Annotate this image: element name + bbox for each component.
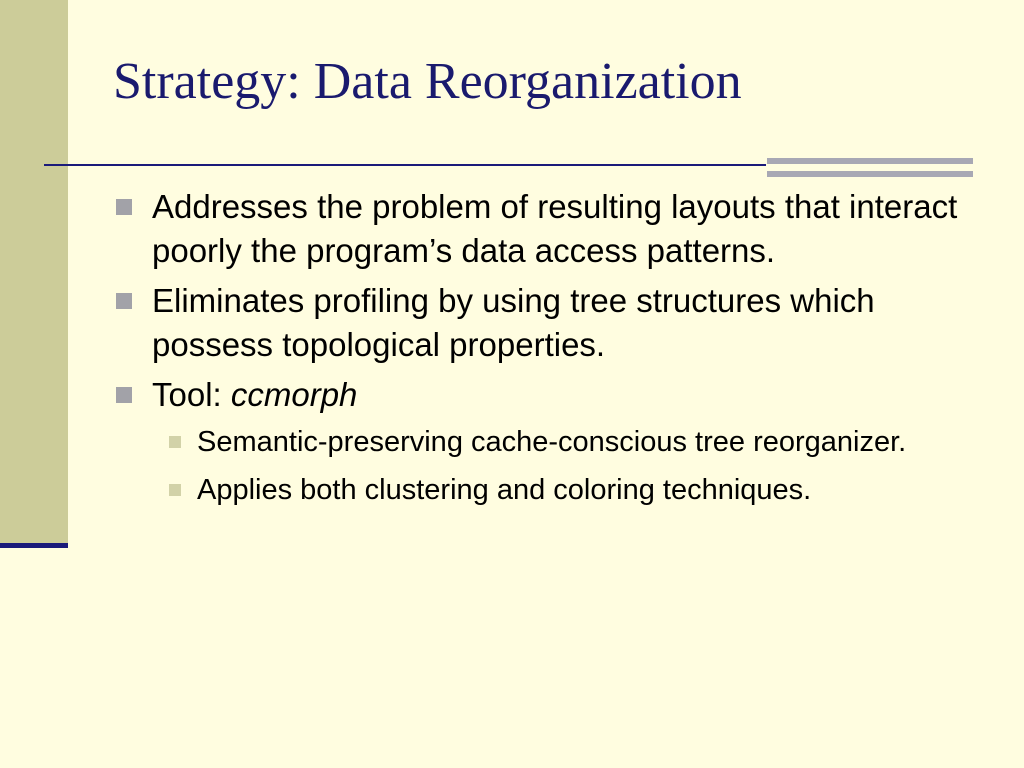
bullet-item-tool — [115, 373, 995, 417]
subbullet-item — [161, 471, 995, 510]
left-decorative-bar — [0, 0, 68, 545]
slide-body — [115, 185, 995, 519]
square-subbullet-icon — [169, 484, 181, 496]
square-bullet-icon — [116, 293, 132, 309]
title-accent-stripes — [767, 158, 973, 178]
tool-label: Tool: — [152, 376, 231, 413]
square-subbullet-icon — [169, 436, 181, 448]
bullet-item — [115, 279, 995, 367]
tool-name: ccmorph — [230, 376, 358, 413]
accent-stripe-bottom — [767, 171, 973, 177]
accent-stripe-top — [767, 158, 973, 164]
bullet-text: Eliminates profiling by using tree structures which possess topological properties. — [152, 282, 875, 363]
left-bar-accent-line — [0, 543, 68, 548]
bullet-text: Addresses the problem of resulting layouts that interact poorly the program’s data access patterns. — [152, 188, 958, 269]
square-bullet-icon — [116, 387, 132, 403]
bullet-item — [115, 185, 995, 273]
subbullet-text: Applies both clustering and coloring techniques. — [197, 474, 812, 506]
subbullet-text: Semantic-preserving cache-conscious tree reorganizer. — [197, 426, 907, 458]
title-divider-line — [44, 164, 766, 166]
square-bullet-icon — [116, 199, 132, 215]
subbullet-item — [161, 423, 995, 462]
slide-title: Strategy: Data Reorganization — [113, 53, 742, 110]
